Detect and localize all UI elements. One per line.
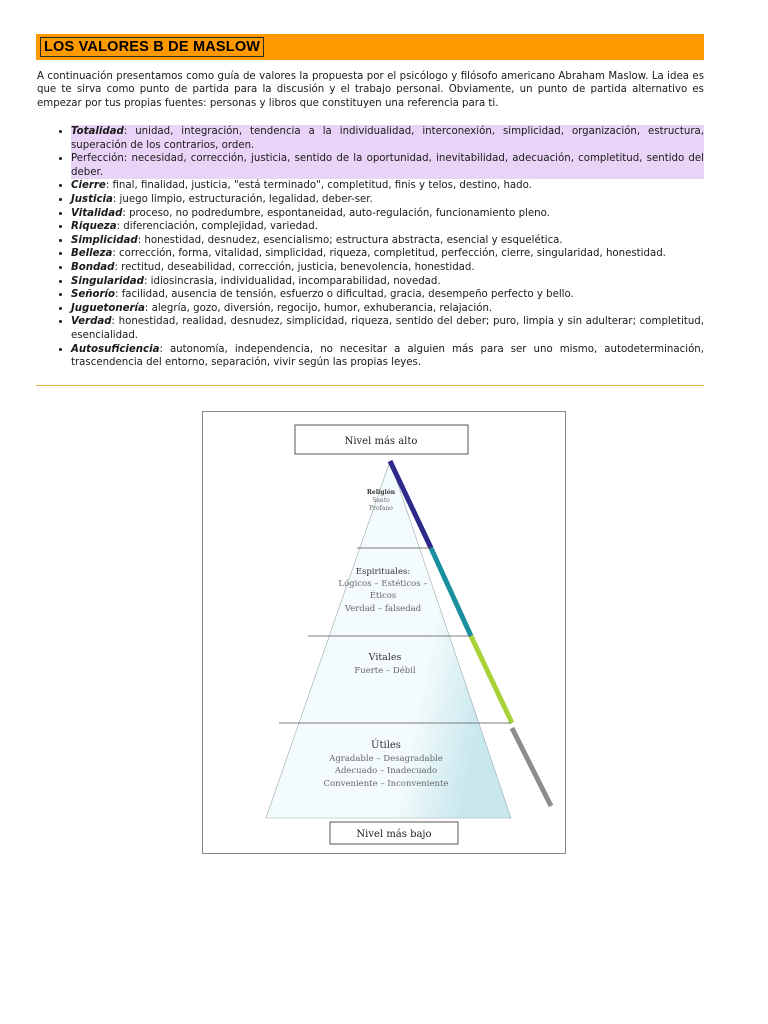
value-term: Verdad [71,316,112,328]
intro-paragraph: A continuación presentamos como guía de valores la propuesta por el psicólogo y filósofo americano Abraham Maslow. La idea es que te sirva como punto de partida para la discusión y el trabajo personal. Obviamente, un punto de partida alternativo es empezar por tus propias fuentes: personas y libros que constituyen una referencia para ti. [37,71,704,109]
level-vital-title: Vitales [368,652,402,663]
level-useful-line: Conveniente – Inconveniente [323,779,449,789]
value-term: Juguetonería [71,302,145,314]
list-item: • Autosuficiencia: autonomía, independencia, no necesitar a alguien más para ser uno mismo, autodeterminación, trascendencia del entorno, separación, vivir según las propias leyes. [71,343,704,370]
edge-segment-middle [471,636,512,723]
pyramid-figure [202,411,566,854]
value-description: corrección, forma, vitalidad, simplicidad, riqueza, completitud, perfección, cierre, singularidad, honestidad. [119,248,666,260]
level-vital-line: Fuerte – Débil [354,666,416,676]
value-description: idiosincrasia, individualidad, incomparabilidad, novedad. [150,275,441,287]
value-description: diferenciación, complejidad, variedad. [123,221,319,233]
value-term: Riqueza [71,221,117,233]
values-list [37,125,704,370]
pyramid-diagram [203,412,565,853]
value-term: Belleza [71,248,113,260]
value-description: Perfección: necesidad, corrección, justicia, sentido de la oportunidad, inevitabilidad, adecuación, completitud, sentido del deber. [71,153,704,178]
level-religion-title: Religión [366,489,396,496]
list-item: • Riqueza: diferenciación, complejidad, variedad. [71,220,704,234]
bottom-level-label: Nivel más bajo [356,829,432,840]
level-useful-title: Útiles [371,740,401,751]
value-term: Autosuficiencia [71,343,160,355]
level-religion-line: Santo [372,497,390,504]
value-term: Justicia [71,193,113,205]
title-bar [36,34,704,60]
list-item: • Cierre: final, finalidad, justicia, "está terminado", completitud, finis y telos, destino, hado. [71,179,704,193]
list-item: • Singularidad: idiosincrasia, individualidad, incomparabilidad, novedad. [71,275,704,289]
value-description: facilidad, ausencia de tensión, esfuerzo o dificultad, gracia, desempeño perfecto y bello. [121,289,574,301]
value-description: final, finalidad, justicia, "está terminado", completitud, finis y telos, destino, hado. [112,180,532,192]
list-item: • Bondad: rectitud, deseabilidad, corrección, justicia, benevolencia, honestidad. [71,261,704,275]
value-term: Totalidad [71,126,124,137]
value-description: proceso, no podredumbre, espontaneidad, auto-regulación, funcionamiento pleno. [129,207,550,219]
level-spiritual-line: Verdad – falsedad [344,604,422,614]
level-spiritual-line: Éticos [369,591,397,601]
list-item: • Totalidad: unidad, integración, tendencia a la individualidad, interconexión, simplicidad, organización, estructura, superación de los contrarios, orden. [71,125,704,152]
value-term: Simplicidad [71,234,138,246]
value-term: Bondad [71,261,115,273]
edge-segment-bottom [512,728,551,806]
value-term: Singularidad [71,275,144,287]
value-description: alegría, gozo, diversión, regocijo, humor, exhuberancia, relajación. [151,302,493,314]
list-item: • Señorío: facilidad, ausencia de tensión, esfuerzo o dificultad, gracia, desempeño perfecto y bello. [71,288,704,302]
level-useful-line: Agradable – Desagradable [329,754,443,764]
list-item: • Vitalidad: proceso, no podredumbre, espontaneidad, auto-regulación, funcionamiento pleno. [71,207,704,221]
value-description: unidad, integración, tendencia a la individualidad, interconexión, simplicidad, organización, estructura, superación de los contrarios, orden. [71,126,704,151]
level-spiritual-title: Espirituales: [355,567,411,577]
value-term: Señorío [71,289,116,301]
value-description: honestidad, desnudez, esencialismo; estructura abstracta, esencial y esquelética. [144,234,563,246]
value-description: autonomía, independencia, no necesitar a alguien más para ser uno mismo, autodeterminación, trascendencia del entorno, separación, vivir según las propias leyes. [71,343,704,369]
list-item: • Justicia: juego limpio, estructuración, legalidad, deber-ser. [71,193,704,207]
level-useful-line: Adecuado – Inadecuado [334,766,438,776]
value-description: juego limpio, estructuración, legalidad, deber-ser. [119,193,373,205]
value-term: Vitalidad [71,207,123,219]
section-divider [36,385,704,386]
list-item: • Juguetonería: alegría, gozo, diversión, regocijo, humor, exhuberancia, relajación. [71,302,704,316]
list-item: • Simplicidad: honestidad, desnudez, esencialismo; estructura abstracta, esencial y esquelética. [71,234,704,248]
list-item: • Verdad: honestidad, realidad, desnudez, simplicidad, riqueza, sentido del deber; puro, limpia y sin adulterar; completitud, esencialidad. [71,315,704,342]
value-description: honestidad, realidad, desnudez, simplicidad, riqueza, sentido del deber; puro, limpia y sin adulterar; completitud, esencialidad. [71,316,704,341]
page-title: LOS VALORES B DE MASLOW [40,37,264,57]
list-item: • Belleza: corrección, forma, vitalidad, simplicidad, riqueza, completitud, perfección, cierre, singularidad, honestidad. [71,247,704,261]
level-religion-line: Profano [369,505,393,512]
list-item [71,152,704,179]
value-term: Cierre [71,180,106,192]
value-description: rectitud, deseabilidad, corrección, justicia, benevolencia, honestidad. [121,261,475,273]
top-level-label: Nivel más alto [344,436,418,447]
level-spiritual-line: Lógicos – Estéticos – [338,579,428,589]
